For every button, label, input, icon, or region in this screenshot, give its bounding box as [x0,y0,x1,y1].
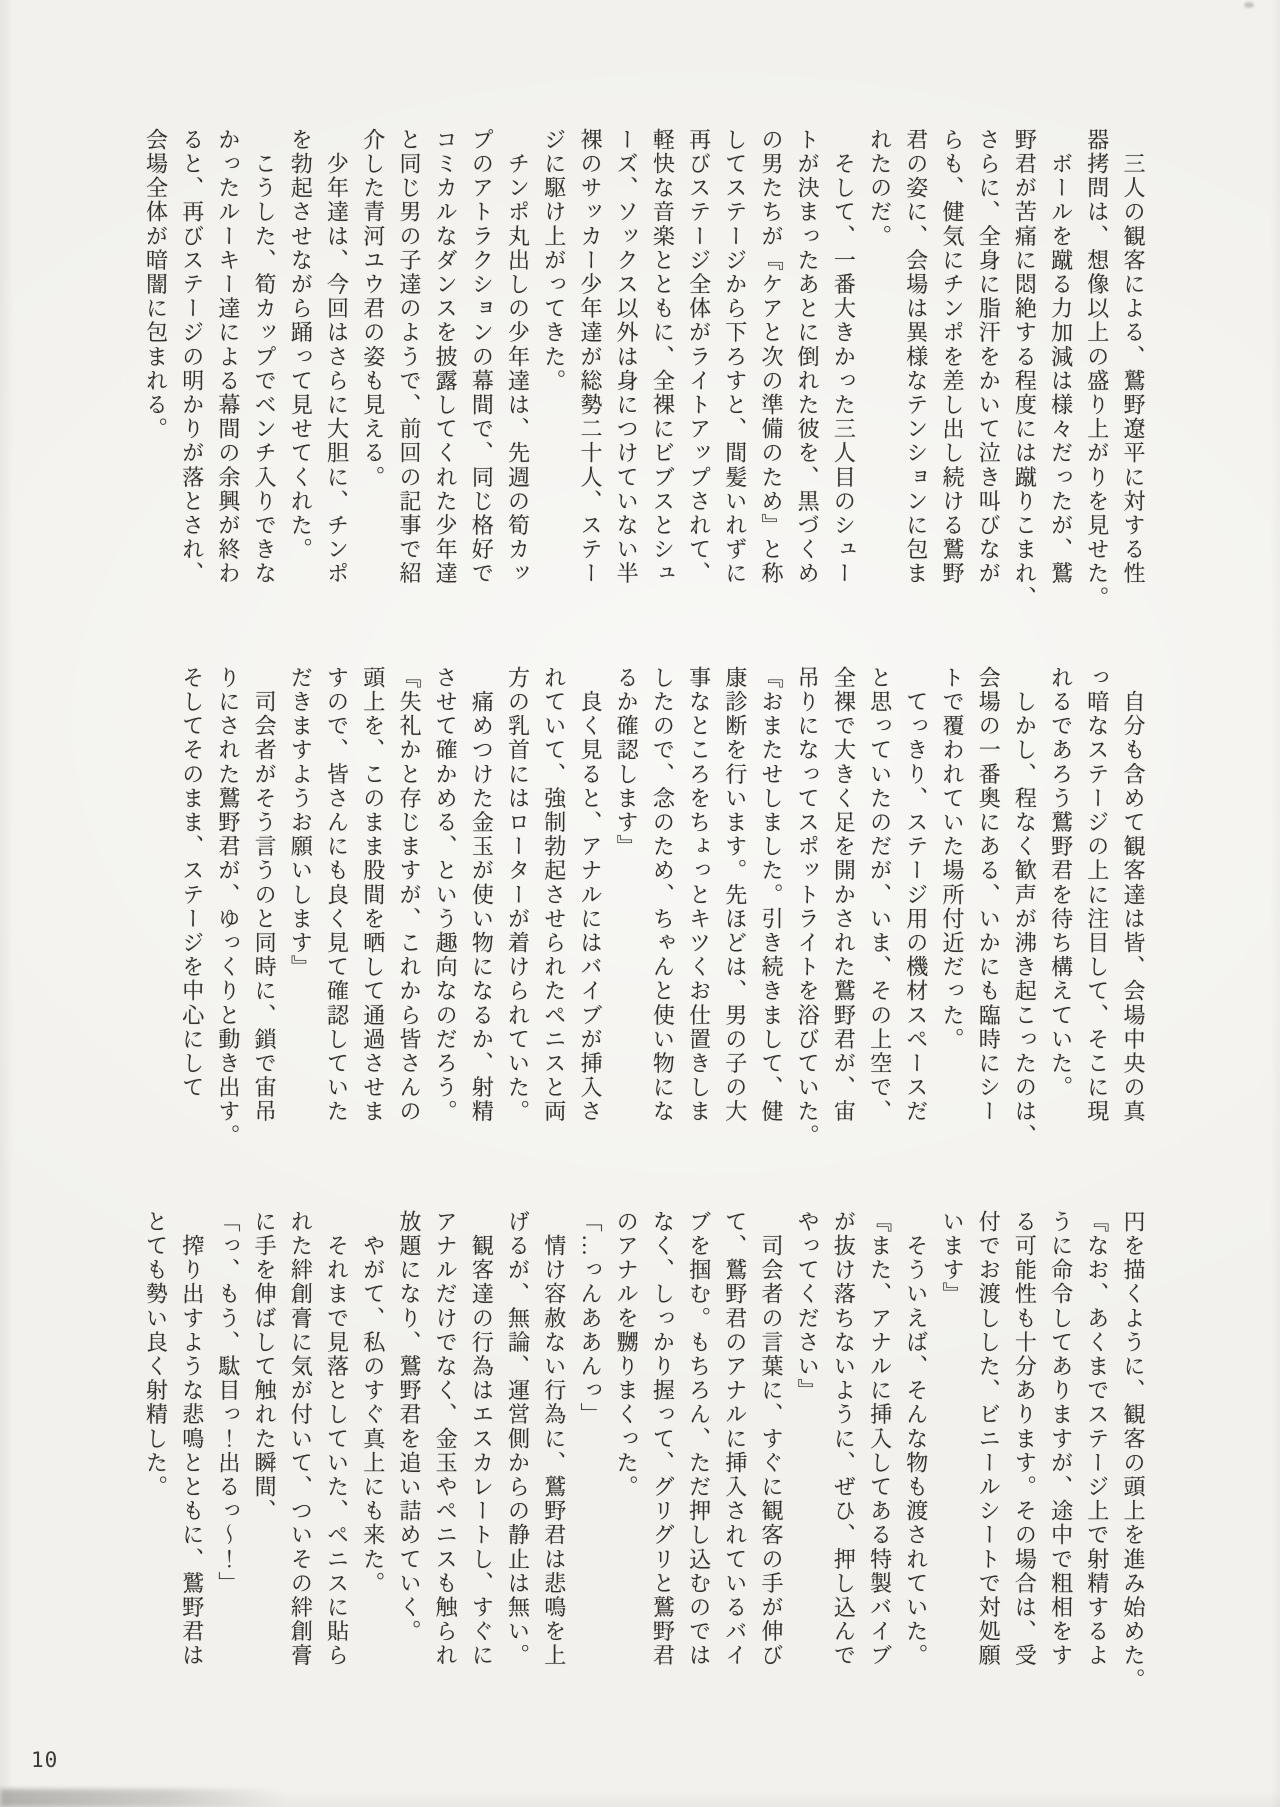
text-column: てっきり、ステージ用の機材スペースだ [903,666,929,1124]
text-column: やってください』 [795,1210,821,1403]
text-column: 君の姿に、会場は異様なテンションに包ま [903,128,929,586]
text-column: 放題になり、鷲野君を追い詰めていく。 [396,1210,422,1644]
text-column: 「…っんああんっ」 [577,1210,603,1427]
text-column: 会場の一番奥にある、いかにも臨時にシー [976,666,1002,1124]
text-column: げるが、無論、運営側からの静止は無い。 [505,1210,531,1668]
text-column: るか確認します』 [614,666,640,859]
text-column: トが決まったあとに倒れた彼を、黒づくめ [795,128,821,586]
text-column: 『なお、あくまでステージ上で射精するよ [1084,1210,1110,1668]
text-column: 円を描くように、観客の頭上を進み始めた。 [1121,1210,1146,1692]
text-column: ブを掴む。もちろん、ただ押し込むのでは [686,1210,712,1668]
text-block-bottom [137,1210,1151,1740]
text-column: 裸のサッカー少年達が総勢二十人、ステー [577,128,603,586]
text-column: やがて、私のすぐ真上にも来た。 [360,1210,386,1596]
text-column: 野君が苦痛に悶絶する程度には蹴りこまれ、 [1012,128,1038,610]
text-column: 搾り出すような悲鳴とともに、鷲野君は [179,1210,205,1668]
text-column: 軽快な音楽とともに、全裸にビブスとシュ [650,128,676,586]
text-column: 司会者の言葉に、すぐに観客の手が伸び [758,1210,784,1668]
text-column: うに命令してありますが、途中で粗相をす [1048,1210,1074,1668]
text-column: そしてそのまま、ステージを中心にして [179,666,205,1100]
text-column: と同じ男の子達のようで、前回の記事で紹 [396,128,422,586]
page-number: 10 [31,1748,59,1772]
text-column: しかし、程なく歓声が沸き起こったのは、 [1012,666,1038,1148]
text-column: れた絆創膏に気が付いて、ついその絆創膏 [288,1210,314,1668]
text-column: 康診断を行います。先ほどは、男の子の大 [722,666,748,1124]
text-column: させて確かめる、という趣向なのだろう。 [433,666,459,1124]
text-column: 情け容赦ない行為に、鷲野君は悲鳴を上 [541,1210,567,1668]
text-column: そういえば、そんな物も渡されていた。 [903,1210,929,1668]
text-column: 「っ、もう、駄目っ！出るっ〜！」 [215,1210,241,1596]
text-column: 会場全体が暗闇に包まれる。 [143,128,169,442]
scan-artifact-smudge [0,1789,300,1807]
text-column: のアナルを嬲りまくった。 [614,1210,640,1500]
text-column: っ暗なステージの上に注目して、そこに現 [1084,666,1110,1124]
text-column: 方の乳首にはローターが着けられていた。 [505,666,531,1124]
text-column: います』 [939,1210,965,1307]
text-column: こうした、筍カップでベンチ入りできな [252,128,278,586]
text-column: りにされた鷲野君が、ゆっくりと動き出す。 [215,666,241,1148]
text-column: すので、皆さんにも良く見て確認していた [324,666,350,1124]
text-block-middle [174,666,1151,1196]
text-column: 『また、アナルに挿入してある特製バイブ [867,1210,893,1668]
text-column: の男たちが『ケアと次の準備のため』と称 [758,128,784,586]
text-column: れるであろう鷲野君を待ち構えていた。 [1048,666,1074,1100]
text-column: 三人の観客による、鷲野遼平に対する性 [1121,128,1146,586]
text-column: それまで見落としていた、ペニスに貼ら [324,1210,350,1668]
text-column: ーズ、ソックス以外は身につけていない半 [614,128,640,586]
text-column: かったルーキー達による幕間の余興が終わ [215,128,241,586]
text-column: だきますようお願いします』 [288,666,314,980]
scan-artifact-speck [1244,2,1254,8]
text-column: してステージから下ろすと、間髪いれずに [722,128,748,586]
text-column: したので、念のため、ちゃんと使い物にな [650,666,676,1124]
text-column: に手を伸ばして触れた瞬間、 [252,1210,278,1524]
text-column: る可能性も十分あります。その場合は、受 [1012,1210,1038,1668]
text-column: 頭上を、このまま股間を晒して通過させま [360,666,386,1124]
text-column: チンポ丸出しの少年達は、先週の筍カッ [505,128,531,586]
text-column: 『おまたせしました。引き続きまして、健 [758,666,784,1124]
text-column: さらに、全身に脂汗をかいて泣き叫びなが [976,128,1002,586]
text-column: 介した青河ユウ君の姿も見える。 [360,128,386,490]
text-column: ジに駆け上がってきた。 [541,128,567,394]
text-column: れていて、強制勃起させられたペニスと両 [541,666,567,1124]
text-column: を勃起させながら踊って見せてくれた。 [288,128,314,562]
text-column: プのアトラクションの幕間で、同じ格好で [469,128,495,586]
text-column: 吊りになってスポットライトを浴びていた。 [795,666,821,1148]
text-column: 再びステージ全体がライトアップされて、 [686,128,712,586]
text-column: コミカルなダンスを披露してくれた少年達 [433,128,459,586]
text-column: 痛めつけた金玉が使い物になるか、射精 [469,666,495,1124]
text-column: 『失礼かと存じますが、これから皆さんの [396,666,422,1124]
text-column: とても勢い良く射精した。 [143,1210,169,1500]
text-column: 事なところをちょっとキツくお仕置きしま [686,666,712,1124]
text-block-top [137,128,1151,658]
text-column: らも、健気にチンポを差し出し続ける鷲野 [939,128,965,586]
text-column: 自分も含めて観客達は皆、会場中央の真 [1121,666,1146,1124]
text-column: 器拷問は、想像以上の盛り上がりを見せた。 [1084,128,1110,610]
text-column: が抜け落ちないように、ぜひ、押し込んで [831,1210,857,1668]
text-column: 付でお渡しした、ビニールシートで対処願 [976,1210,1002,1668]
text-column: アナルだけでなく、金玉やペニスも触られ [433,1210,459,1668]
text-column: 司会者がそう言うのと同時に、鎖で宙吊 [252,666,278,1124]
text-column: そして、一番大きかった三人目のシュー [831,128,857,586]
text-column: なく、しっかり握って、グリグリと鷲野君 [650,1210,676,1668]
text-column: ると、再びステージの明かりが落とされ、 [179,128,205,586]
text-column: 少年達は、今回はさらに大胆に、チンポ [324,128,350,586]
text-column: 良く見ると、アナルにはバイブが挿入さ [577,666,603,1124]
text-column: れたのだ。 [867,128,893,249]
text-column: て、鷲野君のアナルに挿入されているバイ [722,1210,748,1668]
text-column: ボールを蹴る力加減は様々だったが、鷲 [1048,128,1074,586]
text-column: と思っていたのだが、いま、その上空で、 [867,666,893,1124]
text-column: トで覆われていた場所付近だった。 [939,666,965,1052]
text-column: 観客達の行為はエスカレートし、すぐに [469,1210,495,1668]
text-column: 全裸で大きく足を開かされた鷲野君が、宙 [831,666,857,1124]
